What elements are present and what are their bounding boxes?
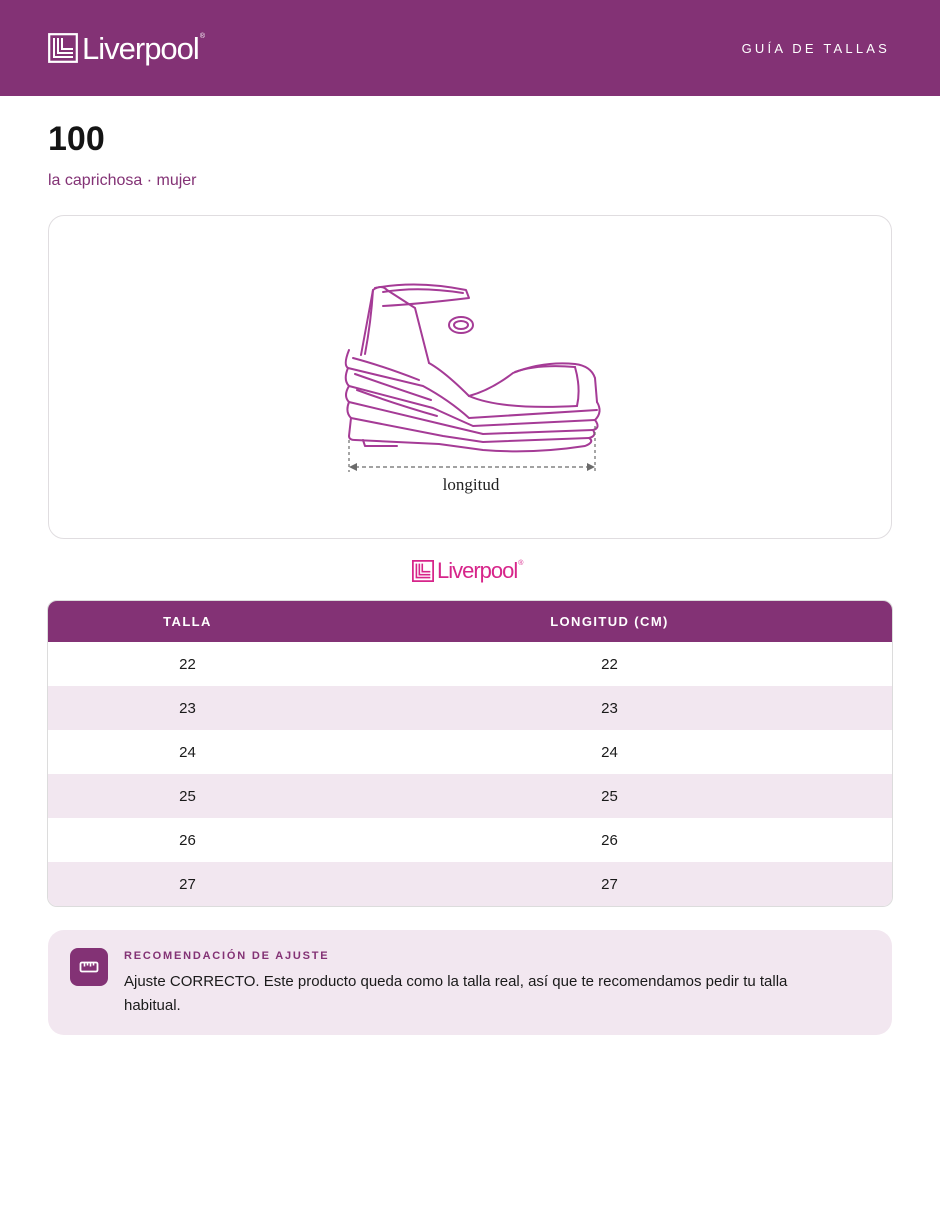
fit-recommendation	[48, 930, 892, 1035]
header-title: GUÍA DE TALLAS	[741, 40, 890, 56]
column-header-size: TALLA	[48, 601, 327, 642]
length-cell: 23	[327, 686, 892, 730]
logo-wordmark: Liverpool®	[82, 30, 204, 66]
length-cell: 27	[327, 862, 892, 906]
product-title: 100	[48, 120, 105, 158]
size-cell: 25	[48, 774, 327, 818]
table-row	[48, 818, 892, 862]
size-cell: 22	[179, 655, 196, 673]
recommendation-text: Ajuste CORRECTO. Este producto queda como la talla real, así que te recomendamos pedir tu talla habitual.	[124, 973, 788, 1014]
size-cell: 24	[179, 743, 196, 761]
product-subtitle: la caprichosa · mujer	[48, 172, 197, 189]
page-header	[0, 0, 940, 96]
table-row	[48, 642, 892, 686]
table-row	[48, 686, 892, 730]
length-cell: 22	[601, 655, 618, 673]
wedge-sandal-illustration	[323, 240, 623, 520]
table-brand-wordmark: Liverpool®	[437, 558, 523, 583]
size-cell: 23	[48, 686, 327, 730]
table-row	[48, 730, 892, 774]
length-cell: 24	[601, 743, 618, 761]
liverpool-logo-icon	[48, 33, 78, 63]
length-cell: 25	[327, 774, 892, 818]
size-cell: 27	[48, 862, 327, 906]
table-brand-logo	[412, 560, 522, 582]
ruler-icon	[70, 948, 108, 986]
measure-label: longitud	[442, 475, 500, 494]
shoe-illustration-card	[48, 215, 892, 539]
liverpool-logo[interactable]	[48, 30, 204, 66]
column-header-length: LONGITUD (CM)	[327, 601, 892, 642]
liverpool-logo-icon	[412, 560, 434, 582]
recommendation-heading: RECOMENDACIÓN DE AJUSTE	[124, 950, 330, 962]
table-row	[48, 774, 892, 818]
table-header-row	[48, 601, 892, 642]
table-row	[48, 862, 892, 906]
size-table	[47, 600, 893, 907]
length-cell: 26	[601, 831, 618, 849]
size-cell: 26	[179, 831, 196, 849]
